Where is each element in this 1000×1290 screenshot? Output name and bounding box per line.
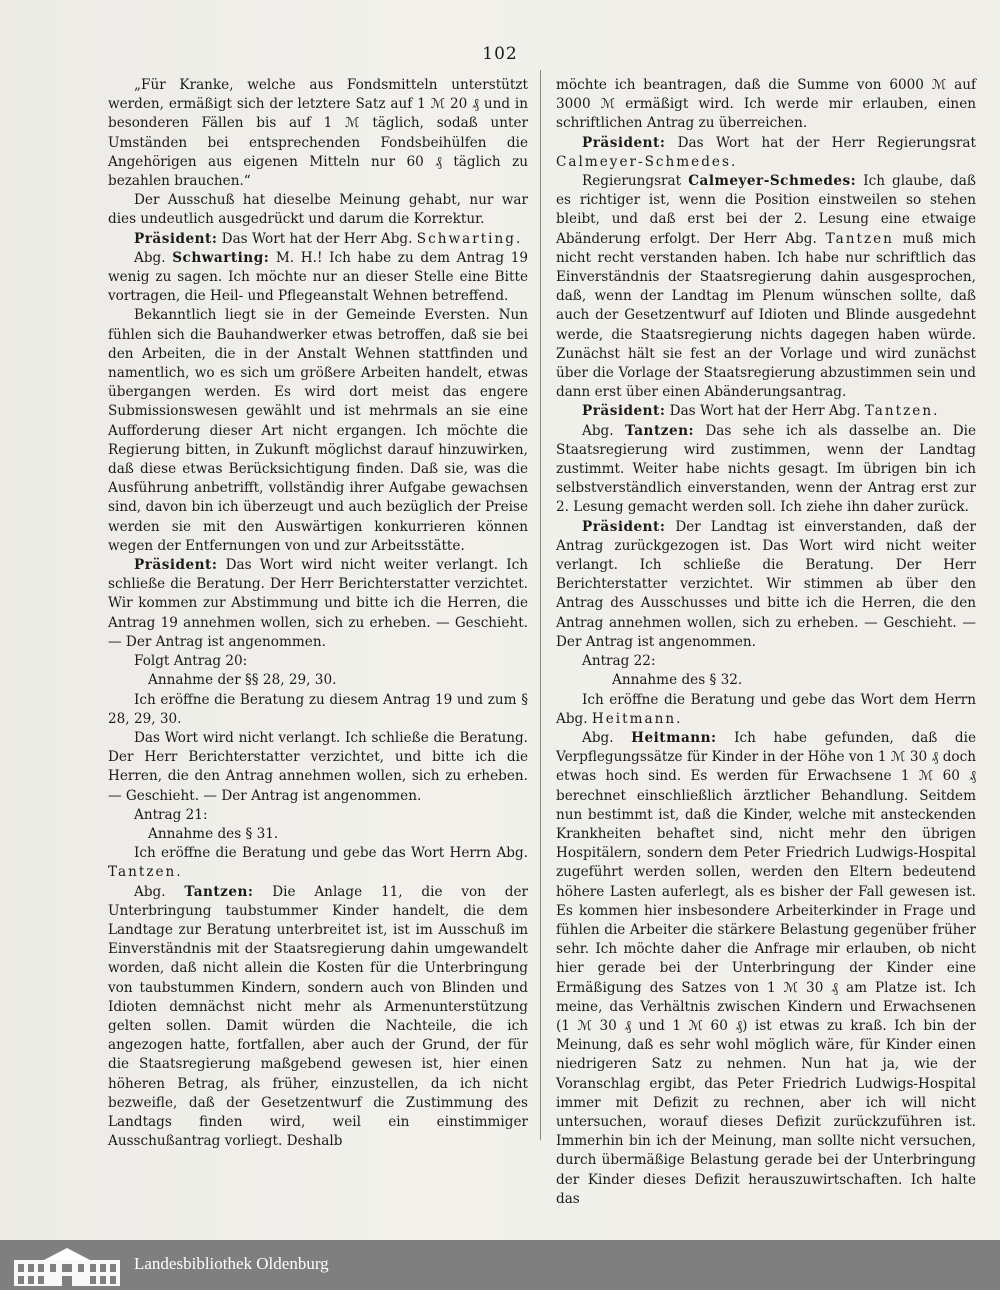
quote-paragraph: „Für Kranke, welche aus Fondsmitteln unterstützt werden, ermäßigt sich der letztere Satz auf 1 ℳ 20 ₰ und in besonderen Fällen bis auf 1 ℳ täglich, sodaß unter Umständen bei entsprechenden Fondsbeihülfen die Angehörigen aus eigenen Mitteln nur 60 ₰ täglich zu bezahlen brauchen.“ <box>108 77 528 190</box>
speaker-name: Präsident: <box>582 518 666 535</box>
speech-text: Das sehe ich als dasselbe an. Die Staatsregierung wird zustimmen, wenn der Landtag zustimmt. Weiter habe nichts gesagt. Im übrigen bin ich selbstverständlich einverstanden, wenn der Antrag erst zur 2. Lesung gemacht werden soll. Ich ziehe ihn daher zurück. <box>556 422 976 516</box>
spaced-name: Tantzen <box>825 230 894 247</box>
speaker-prefix: Abg. <box>134 883 185 900</box>
paragraph-tantzen-1 <box>108 883 528 1152</box>
speaker-prefix: Abg. <box>134 249 173 266</box>
spaced-name: Tantzen. <box>864 403 940 420</box>
speaker-name: Tantzen: <box>184 883 254 900</box>
left-column <box>108 76 528 1151</box>
speaker-prefix: Regierungsrat <box>582 173 689 190</box>
speech-text: Ich glaube, daß es richtiger ist, wenn die Position einstweilen so stehen bleibt, und daß erst bei der 2. Lesung eine etwaige Abänderung erfolgt. Der Herr Abg. <box>556 173 976 247</box>
antrag-21-title: Antrag 21: <box>134 806 208 823</box>
speech-text: Die Anlage 11, die von der Unterbringung taubstummer Kinder handelt, die dem Landtage zur Beratung unterbreitet ist, ist im Ausschuß im Einverständnis mit der Staatsregierung dahin umgewandelt worden, daß nicht allein die Kosten für die Unterbringung von taubstummen Kindern, sondern auch von Blinden und Idioten demnächst nicht mehr als Armenunterstützung gelten sollen. Damit würden die Nachteile, die ich angezogen hatte, fortfallen, aber auch der Grund, der für die Staatsregierung maßgebend gewesen ist, hier einen höheren Betrag, als früher, einzustellen, da ich nicht bezweifle, daß der Gesetzentwurf die Zustimmung des Landtags finden wird, weil ein einstimmiger Ausschußantrag vorliegt. Deshalb <box>108 883 528 1150</box>
paragraph-eroeffne-22 <box>556 691 976 729</box>
speech-text: Das Wort hat der Herr Abg. <box>665 403 865 420</box>
antrag-22-title: Antrag 22: <box>582 653 656 670</box>
spaced-name: Heitmann. <box>591 710 683 727</box>
speaker-prefix: Abg. <box>582 729 632 746</box>
spaced-name: Calmeyer-Schmedes. <box>556 153 738 170</box>
speaker-name: Präsident: <box>582 403 666 420</box>
paragraph-praesident-5 <box>556 518 976 652</box>
paragraph-eroeffne-20: Ich eröffne die Beratung zu diesem Antrag 19 und zum § 28, 29, 30. <box>108 691 528 727</box>
antrag-22-item: Annahme des § 32. <box>612 672 743 689</box>
antrag-20-item: Annahme der §§ 28, 29, 30. <box>148 672 337 689</box>
speaker-name: Calmeyer-Schmedes: <box>688 173 857 190</box>
paragraph-tantzen-2 <box>556 422 976 518</box>
speaker-name: Schwarting: <box>172 249 270 266</box>
speaker-name: Präsident: <box>134 557 218 574</box>
speech-text: muß mich nicht recht verstanden haben. Ich habe nur schriftlich das Einverständnis der Staatsregierung dahin ausgesprochen, daß, wenn der Landtag im Plenum wünschen sollte, daß auch der Gesetzentwurf auf Idioten und Blinde ausgedehnt werde, die Staatsregierung nichts dagegen haben würde. Zunächst hält sie fest an der Vorlage und wird zunächst über die Vorlage der Staatsregierung abzustimmen sein und dann erst über einen Abänderungsantrag. <box>556 230 976 401</box>
paragraph-bekanntlich: Bekanntlich liegt sie in der Gemeinde Eversten. Nun fühlen sich die Bauhandwerker etwas betroffen, daß sie bei den Arbeiten, die in der Anstalt Wehnen stattfinden und namentlich, wo es sich um größere Arbeiten handelt, etwas übergangen werden. Es wird dort meist das engere Submissionswesen gewählt und ist mehrmals an sie eine Aufforderung dieser Art nicht ergangen. Ich möchte die Regierung bitten, in Zukunft möglichst darauf hinzuwirken, daß diese etwas Berücksichtigung finden. Daß sie, was die Ausführung anbetrifft, vollständig ihrer Aufgabe gewachsen sind, davon bin ich überzeugt und auch bezüglich der Preise werden sie mit den Auswärtigen konkurrieren können wegen der Entfernungen von und zur Arbeitsstätte. <box>108 307 528 554</box>
antrag-21-item: Annahme des § 31. <box>148 825 279 842</box>
speech-text: Ich habe gefunden, daß die Verpflegungssätze für Kinder in der Höhe von 1 ℳ 30 ₰ doch etwas hoch sind. Es werden für Erwachsene 1 ℳ 60 ₰ berechnet einschließlich ärztlicher Behandlung. Seitdem nun bestimmt ist, daß die Kinder, welche mit ansteckenden Krankheiten behaftet sind, nicht mehr den übrigen Hospitälern, sondern dem Peter Friedrich Ludwigs-Hospital zugeführt werden sollen, werden den Eltern bedeutend höhere Lasten auferlegt, als es bisher der Fall gewesen ist. Es kommen hier insbesondere Arbeiterkinder in Frage und fühlen die Arbeiter die stärkere Belastung gegenüber früher sehr. Ich möchte daher die Anfrage mir erlauben, ob nicht hier gerade bei der Unterbringung der Kinder eine Ermäßigung des Satzes von 1 ℳ 30 ₰ am Platze ist. Ich meine, das Verhältnis zwischen Kindern und Erwachsenen (1 ℳ 30 ₰ und 1 ℳ 60 ₰) ist etwas zu kraß. Ich bin der Meinung, daß es sehr wohl möglich wäre, für Kinder einen niedrigeren Satz zu nehmen. Nun hat ja, wie der Voranschlag ergibt, das Peter Friedrich Ludwigs-Hospital immer mit Defizit zu rechnen, aber ich will nicht untersuchen, worauf dieses Defizit zurückzuführen ist. Immerhin bin ich der Meinung, man sollte nicht versuchen, durch übermäßige Belastung gerade bei der Unterbringung der Kinder dieses Defizit herauszuwirtschaften. Ich halte das <box>556 729 976 1207</box>
speech-text: Das Wort wird nicht weiter verlangt. Ich schließe die Beratung. Der Herr Berichterstatter verzichtet. Wir kommen zur Abstimmung und bitte ich die Herren, die Antrag 19 annehmen wollen, sich zu erheben. — Geschieht. — Der Antrag ist angenommen. <box>108 557 528 650</box>
paragraph-ausschuss: Der Ausschuß hat dieselbe Meinung gehabt, nur war dies undeutlich ausgedrückt und darum die Korrektur. <box>108 192 528 228</box>
library-footer-bar <box>0 1240 1000 1290</box>
right-column <box>556 76 976 1209</box>
speaker-name: Heitmann: <box>631 729 717 746</box>
spaced-name: Schwarting. <box>416 230 523 247</box>
speaker-prefix: Abg. <box>582 422 625 439</box>
column-divider <box>540 70 541 1140</box>
speech-text: Das Wort hat der Herr Regierungsrat <box>665 134 976 151</box>
library-building-icon <box>14 1246 120 1286</box>
speech-text: M. H.! Ich habe zu dem Antrag 19 wenig zu sagen. Ich möchte nur an dieser Stelle eine Bitte vortragen, die Heil- und Pflegeanstalt Wehnen betreffend. <box>108 249 528 305</box>
paragraph-continuation: möchte ich beantragen, daß die Summe von 6000 ℳ auf 3000 ℳ ermäßigt wird. Ich werde mir erlauben, einen schriftlichen Antrag zu überreichen. <box>556 77 976 132</box>
speech-text: Das Wort hat der Herr Abg. <box>217 230 417 247</box>
speech-text: Ich eröffne die Beratung und gebe das Wort Herrn Abg. <box>134 845 528 862</box>
paragraph-eroeffne-21 <box>108 844 528 882</box>
speaker-name: Präsident: <box>134 230 218 247</box>
library-name: Landesbibliothek Oldenburg <box>134 1254 329 1273</box>
paragraph-schwarting <box>108 249 528 307</box>
paragraph-calmeyer <box>556 172 976 402</box>
speaker-name: Tantzen: <box>624 422 694 439</box>
spaced-name: Tantzen. <box>108 864 183 881</box>
paragraph-praesident-1 <box>108 230 528 249</box>
paragraph-heitmann <box>556 729 976 1209</box>
paragraph-praesident-2 <box>108 556 528 652</box>
paragraph-praesident-4 <box>556 402 976 421</box>
speech-text: Der Landtag ist einverstanden, daß der Antrag zurückgezogen ist. Das Wort wird nicht weiter verlangt. Ich schließe die Beratung. Der Herr Berichterstatter verzichtet. Wir stimmen ab über den Antrag des Ausschusses und bitte ich die Herren, die den Antrag annehmen wollen, sich zu erheben. — Geschieht. — Der Antrag ist angenommen. <box>556 518 976 650</box>
paragraph-wort-20: Das Wort wird nicht verlangt. Ich schließe die Beratung. Der Herr Berichterstatter verzichtet, und bitte ich die Herren, die den Antrag annehmen wollen, sich zu erheben. — Geschieht. — Der Antrag ist angenommen. <box>108 729 528 804</box>
antrag-20-title: Folgt Antrag 20: <box>134 653 248 670</box>
speech-text: Ich eröffne die Beratung und gebe das Wort dem Herrn Abg. <box>556 691 976 727</box>
speaker-name: Präsident: <box>582 134 666 151</box>
page-number: 102 <box>482 44 518 64</box>
paragraph-praesident-3 <box>556 134 976 172</box>
